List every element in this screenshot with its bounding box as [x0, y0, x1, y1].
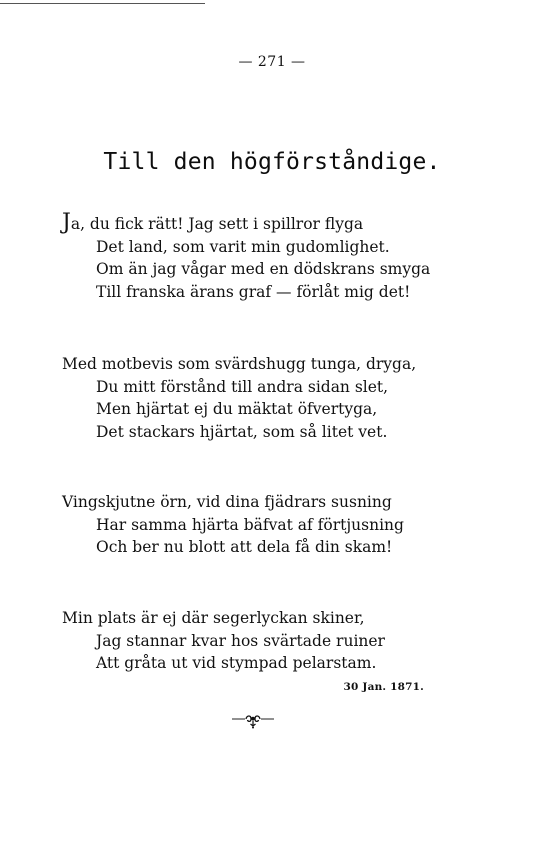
drop-cap: J: [62, 210, 71, 235]
stanza-line: Men hjärtat ej du mäktat öfvertyga,: [96, 400, 378, 419]
poem-title: Till den högförståndige.: [103, 149, 441, 175]
stanza-line: Till franska ärans graf — förlåt mig det!: [96, 282, 411, 301]
floral-tailpiece-icon: [232, 712, 274, 736]
stanza-line: Att gråta ut vid stympad pelarstam.: [96, 654, 377, 673]
stanza-line: Om än jag vågar med en dödskrans smyga: [96, 260, 431, 279]
stanza-line: Jag stannar kvar hos svärtade ruiner: [96, 631, 385, 650]
stanza-3: [62, 491, 404, 559]
stanza-line: [62, 212, 430, 236]
stanza-4: [62, 607, 385, 675]
stanza-line: Det stackars hjärtat, som så litet vet.: [96, 422, 388, 441]
stanza-line: Min plats är ej där segerlyckan skiner,: [62, 609, 365, 627]
stanza-2: [62, 353, 416, 443]
stanza-1: [62, 212, 430, 303]
top-rule: [0, 3, 205, 4]
stanza-line: Det land, som varit min gudomlighet.: [96, 237, 390, 256]
stanza-line: Vingskjutne örn, vid dina fjädrars susning: [62, 493, 392, 511]
stanza-line: Och ber nu blott att dela få din skam!: [96, 538, 393, 557]
first-line-text: a, du fick rätt! Jag sett i spillror flyga: [70, 215, 364, 233]
stanza-line: Med motbevis som svärdshugg tunga, dryga,: [62, 355, 417, 373]
date-signature: 30 Jan. 1871.: [343, 681, 424, 693]
stanza-line: Har samma hjärta bäfvat af förtjusning: [96, 515, 404, 534]
stanza-line: Du mitt förstånd till andra sidan slet,: [96, 377, 389, 396]
page-number: — 271 —: [238, 54, 306, 70]
